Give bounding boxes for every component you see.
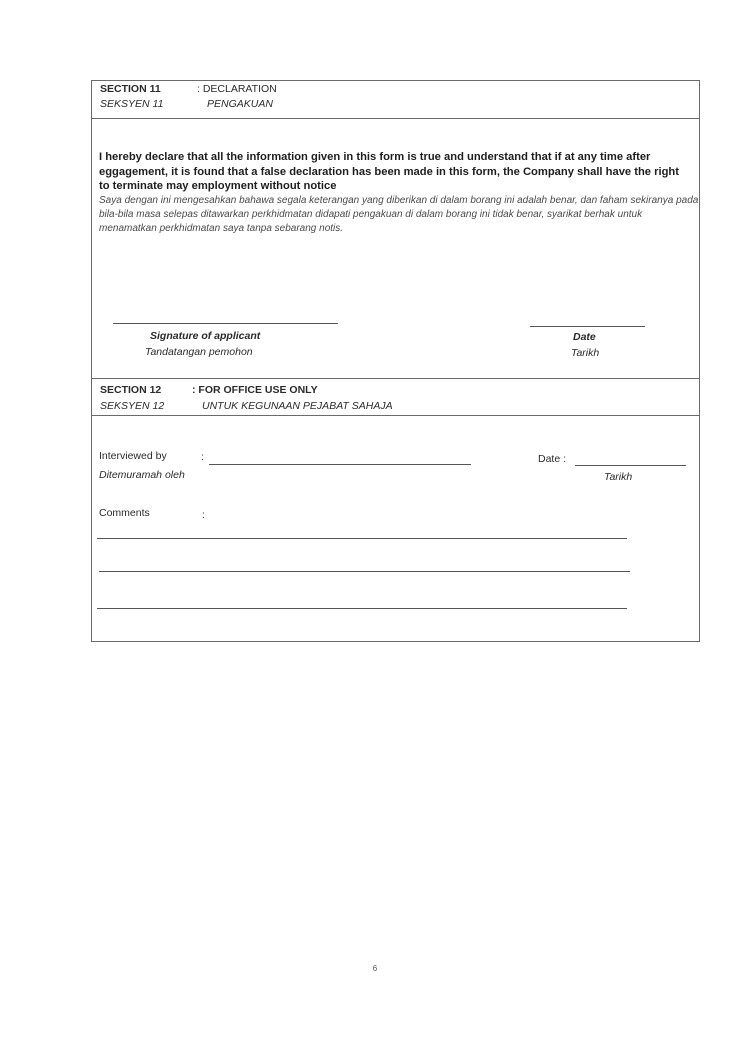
comments-line-1[interactable] [97, 538, 627, 539]
signature-label: Signature of applicant [150, 330, 261, 342]
section11-label-ms: SEKSYEN 11 [100, 98, 164, 110]
section11-label: SECTION 11 [100, 83, 161, 95]
interviewed-by-field[interactable] [209, 464, 471, 465]
page-number: 6 [372, 964, 378, 973]
interviewed-by-colon: : [201, 451, 204, 463]
section11-header-divider [92, 118, 699, 119]
office-date-label-ms: Tarikh [604, 471, 633, 483]
interviewed-by-label: Interviewed by [99, 450, 167, 462]
section12-header-divider [92, 415, 699, 416]
section12-title-ms: UNTUK KEGUNAAN PEJABAT SAHAJA [202, 400, 393, 412]
declaration-date-line[interactable] [530, 326, 645, 327]
office-date-field[interactable] [575, 465, 686, 466]
declaration-text-en: I hereby declare that all the information given in this form is true and understand that if at any time after eggagement, it is found that a false declaration has been made in this form, the Company shall have the right to terminate may employment without notice [99, 151, 679, 192]
section11-title: : DECLARATION [197, 83, 277, 95]
interviewed-by-label-ms: Ditemuramah oleh [99, 469, 185, 481]
declaration-date-label: Date [573, 331, 596, 343]
comments-line-3[interactable] [97, 608, 627, 609]
comments-colon: : [202, 509, 205, 521]
section12-label: SECTION 12 [100, 384, 162, 396]
section12-title: : FOR OFFICE USE ONLY [192, 384, 318, 396]
section12-label-ms: SEKSYEN 12 [100, 400, 165, 412]
section-divider [92, 378, 699, 379]
declaration-date-label-ms: Tarikh [571, 347, 600, 359]
signature-label-ms: Tandatangan pemohon [145, 346, 253, 358]
signature-line[interactable] [113, 323, 338, 324]
declaration-text-ms: Saya dengan ini mengesahkan bahawa segala keterangan yang diberikan di dalam borang ini adalah benar, dan faham sekiranya pada bila-bila masa selepas ditawarkan perkhidmatan didapati pengakuan di dalam borang ini tidak benar, syarikat berhak untuk menamatkan perkhidmatan saya tanpa sebarang notis. [99, 195, 699, 234]
section11-title-ms: PENGAKUAN [207, 98, 273, 110]
office-date-label: Date : [538, 453, 567, 465]
application-form-sections [91, 80, 700, 642]
comments-label: Comments [99, 507, 150, 519]
comments-line-2[interactable] [99, 571, 630, 572]
